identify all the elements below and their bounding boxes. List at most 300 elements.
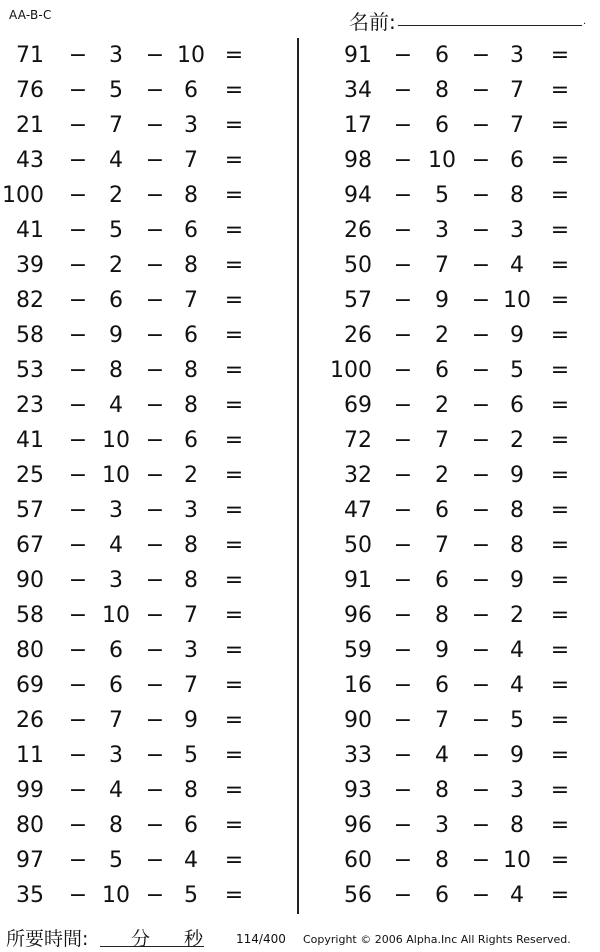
minus-sign: − — [145, 183, 165, 208]
equals-sign: = — [550, 533, 570, 558]
name-input-line[interactable] — [398, 25, 582, 26]
minus-sign: − — [393, 638, 413, 663]
time-required-label: 所要時間: — [6, 928, 89, 950]
minus-sign: − — [145, 323, 165, 348]
subtrahend-1: 5 — [109, 848, 123, 873]
minuend: 33 — [344, 743, 372, 768]
minus-sign: − — [471, 393, 491, 418]
minuend: 69 — [16, 673, 44, 698]
minuend: 97 — [16, 848, 44, 873]
subtrahend-2: 2 — [510, 603, 524, 628]
subtrahend-1: 3 — [109, 498, 123, 523]
minus-sign: − — [145, 148, 165, 173]
subtrahend-2: 9 — [510, 323, 524, 348]
equals-sign: = — [224, 848, 244, 873]
minus-sign: − — [68, 778, 88, 803]
problem-row — [0, 493, 600, 528]
problem-row — [0, 283, 600, 318]
subtrahend-2: 2 — [510, 428, 524, 453]
worksheet-code: AA-B-C — [9, 8, 52, 22]
subtrahend-2: 3 — [510, 218, 524, 243]
page-number: 114/400 — [236, 932, 286, 946]
equals-sign: = — [224, 183, 244, 208]
problem-row — [0, 458, 600, 493]
minus-sign: − — [145, 498, 165, 523]
minuend: 58 — [16, 603, 44, 628]
subtrahend-1: 8 — [435, 778, 449, 803]
minus-sign: − — [393, 673, 413, 698]
subtrahend-2: 7 — [184, 148, 198, 173]
problem-row — [0, 843, 600, 878]
subtrahend-1: 5 — [109, 78, 123, 103]
minus-sign: − — [393, 183, 413, 208]
minus-sign: − — [471, 813, 491, 838]
subtrahend-2: 3 — [510, 778, 524, 803]
subtrahend-2: 8 — [184, 393, 198, 418]
equals-sign: = — [224, 533, 244, 558]
minus-sign: − — [145, 638, 165, 663]
equals-sign: = — [224, 603, 244, 628]
minuend: 71 — [16, 43, 44, 68]
equals-sign: = — [224, 743, 244, 768]
minuend: 26 — [344, 218, 372, 243]
equals-sign: = — [224, 288, 244, 313]
minus-sign: − — [68, 673, 88, 698]
minus-sign: − — [68, 358, 88, 383]
minus-sign: − — [145, 673, 165, 698]
minus-sign: − — [471, 148, 491, 173]
problem-row — [0, 143, 600, 178]
equals-sign: = — [224, 778, 244, 803]
subtrahend-2: 5 — [510, 708, 524, 733]
minuend: 32 — [344, 463, 372, 488]
subtrahend-1: 6 — [109, 288, 123, 313]
minuend: 93 — [344, 778, 372, 803]
minus-sign: − — [68, 848, 88, 873]
subtrahend-2: 4 — [510, 673, 524, 698]
subtrahend-2: 6 — [510, 148, 524, 173]
equals-sign: = — [550, 253, 570, 278]
minus-sign: − — [68, 463, 88, 488]
equals-sign: = — [550, 848, 570, 873]
minus-sign: − — [393, 323, 413, 348]
minus-sign: − — [393, 533, 413, 558]
subtrahend-1: 3 — [435, 813, 449, 838]
subtrahend-2: 7 — [184, 603, 198, 628]
minuend: 57 — [344, 288, 372, 313]
minus-sign: − — [393, 603, 413, 628]
subtrahend-1: 3 — [109, 743, 123, 768]
equals-sign: = — [224, 568, 244, 593]
subtrahend-2: 8 — [510, 498, 524, 523]
minus-sign: − — [145, 358, 165, 383]
subtrahend-1: 6 — [435, 498, 449, 523]
minus-sign: − — [471, 323, 491, 348]
minuend: 41 — [16, 428, 44, 453]
subtrahend-1: 7 — [435, 428, 449, 453]
minuend: 99 — [16, 778, 44, 803]
equals-sign: = — [550, 288, 570, 313]
minus-sign: − — [393, 428, 413, 453]
minus-sign: − — [393, 148, 413, 173]
minuend: 26 — [16, 708, 44, 733]
minus-sign: − — [471, 113, 491, 138]
minuend: 43 — [16, 148, 44, 173]
minus-sign: − — [145, 813, 165, 838]
minuend: 67 — [16, 533, 44, 558]
minuend: 60 — [344, 848, 372, 873]
problem-row — [0, 73, 600, 108]
minuend: 16 — [344, 673, 372, 698]
minus-sign: − — [393, 813, 413, 838]
minus-sign: − — [393, 568, 413, 593]
minuend: 59 — [344, 638, 372, 663]
equals-sign: = — [224, 78, 244, 103]
subtrahend-2: 4 — [510, 883, 524, 908]
equals-sign: = — [224, 43, 244, 68]
subtrahend-1: 6 — [435, 883, 449, 908]
minus-sign: − — [68, 568, 88, 593]
equals-sign: = — [224, 428, 244, 453]
subtrahend-1: 3 — [109, 568, 123, 593]
subtrahend-1: 6 — [435, 358, 449, 383]
subtrahend-2: 10 — [503, 848, 531, 873]
subtrahend-1: 2 — [435, 393, 449, 418]
minus-sign: − — [68, 813, 88, 838]
minus-sign: − — [393, 288, 413, 313]
equals-sign: = — [550, 428, 570, 453]
minus-sign: − — [145, 533, 165, 558]
subtrahend-2: 6 — [184, 218, 198, 243]
equals-sign: = — [224, 638, 244, 663]
minus-sign: − — [393, 253, 413, 278]
equals-sign: = — [224, 253, 244, 278]
subtrahend-1: 7 — [435, 253, 449, 278]
minuend: 100 — [2, 183, 44, 208]
subtrahend-1: 10 — [428, 148, 456, 173]
minus-sign: − — [68, 393, 88, 418]
problem-row — [0, 388, 600, 423]
problem-row — [0, 563, 600, 598]
subtrahend-1: 10 — [102, 883, 130, 908]
minuend: 91 — [344, 43, 372, 68]
equals-sign: = — [224, 393, 244, 418]
subtrahend-1: 8 — [435, 78, 449, 103]
subtrahend-1: 10 — [102, 463, 130, 488]
subtrahend-2: 8 — [510, 533, 524, 558]
minus-sign: − — [393, 743, 413, 768]
minuend: 21 — [16, 113, 44, 138]
minuend: 72 — [344, 428, 372, 453]
minus-sign: − — [393, 778, 413, 803]
minuend: 82 — [16, 288, 44, 313]
equals-sign: = — [550, 778, 570, 803]
equals-sign: = — [550, 568, 570, 593]
subtrahend-2: 6 — [184, 78, 198, 103]
problem-row — [0, 178, 600, 213]
subtrahend-1: 4 — [109, 778, 123, 803]
subtrahend-2: 6 — [184, 428, 198, 453]
name-label: 名前: — [349, 10, 396, 34]
minus-sign: − — [68, 43, 88, 68]
minus-sign: − — [393, 498, 413, 523]
minus-sign: − — [393, 358, 413, 383]
subtrahend-2: 4 — [510, 253, 524, 278]
minus-sign: − — [393, 218, 413, 243]
minus-sign: − — [471, 848, 491, 873]
subtrahend-2: 8 — [510, 813, 524, 838]
subtrahend-1: 9 — [109, 323, 123, 348]
problem-row — [0, 773, 600, 808]
subtrahend-1: 10 — [102, 428, 130, 453]
subtrahend-2: 8 — [184, 358, 198, 383]
subtrahend-2: 6 — [510, 393, 524, 418]
equals-sign: = — [224, 463, 244, 488]
subtrahend-1: 4 — [435, 743, 449, 768]
subtrahend-1: 8 — [435, 603, 449, 628]
minus-sign: − — [393, 43, 413, 68]
minuend: 50 — [344, 253, 372, 278]
subtrahend-2: 2 — [184, 463, 198, 488]
problem-row — [0, 633, 600, 668]
minus-sign: − — [471, 428, 491, 453]
problem-row — [0, 528, 600, 563]
subtrahend-1: 4 — [109, 533, 123, 558]
minus-sign: − — [393, 883, 413, 908]
name-line-dot: . — [583, 16, 587, 27]
minus-sign: − — [471, 743, 491, 768]
problem-row — [0, 738, 600, 773]
minus-sign: − — [393, 708, 413, 733]
subtrahend-2: 9 — [184, 708, 198, 733]
copyright-notice: Copyright © 2006 Alpha.Inc All Rights Reserved. — [303, 933, 571, 946]
minuend: 39 — [16, 253, 44, 278]
subtrahend-2: 5 — [184, 883, 198, 908]
minus-sign: − — [471, 183, 491, 208]
minus-sign: − — [471, 498, 491, 523]
subtrahend-2: 7 — [184, 288, 198, 313]
minuend: 90 — [16, 568, 44, 593]
subtrahend-1: 4 — [109, 148, 123, 173]
equals-sign: = — [224, 323, 244, 348]
minus-sign: − — [145, 778, 165, 803]
minus-sign: − — [68, 253, 88, 278]
problem-row — [0, 318, 600, 353]
minus-sign: − — [68, 288, 88, 313]
subtrahend-1: 9 — [435, 638, 449, 663]
equals-sign: = — [224, 113, 244, 138]
equals-sign: = — [550, 148, 570, 173]
subtrahend-1: 8 — [109, 358, 123, 383]
subtrahend-2: 5 — [510, 358, 524, 383]
equals-sign: = — [550, 463, 570, 488]
subtrahend-2: 8 — [184, 183, 198, 208]
subtrahend-1: 9 — [435, 288, 449, 313]
equals-sign: = — [224, 813, 244, 838]
equals-sign: = — [224, 673, 244, 698]
minuend: 76 — [16, 78, 44, 103]
minus-sign: − — [471, 253, 491, 278]
minus-sign: − — [393, 78, 413, 103]
equals-sign: = — [550, 183, 570, 208]
subtrahend-2: 3 — [184, 638, 198, 663]
problem-row — [0, 213, 600, 248]
minuend: 11 — [16, 743, 44, 768]
minus-sign: − — [68, 218, 88, 243]
equals-sign: = — [224, 498, 244, 523]
subtrahend-1: 10 — [102, 603, 130, 628]
problem-row — [0, 353, 600, 388]
minus-sign: − — [145, 288, 165, 313]
minuend: 47 — [344, 498, 372, 523]
equals-sign: = — [550, 358, 570, 383]
equals-sign: = — [550, 673, 570, 698]
minus-sign: − — [471, 603, 491, 628]
equals-sign: = — [550, 78, 570, 103]
equals-sign: = — [550, 498, 570, 523]
equals-sign: = — [550, 708, 570, 733]
subtrahend-2: 5 — [184, 743, 198, 768]
subtrahend-2: 9 — [510, 743, 524, 768]
problem-row — [0, 808, 600, 843]
equals-sign: = — [224, 708, 244, 733]
minus-sign: − — [145, 568, 165, 593]
subtrahend-2: 3 — [184, 113, 198, 138]
minus-sign: − — [68, 113, 88, 138]
minus-sign: − — [471, 708, 491, 733]
minus-sign: − — [68, 743, 88, 768]
subtrahend-1: 2 — [109, 253, 123, 278]
subtrahend-2: 9 — [510, 463, 524, 488]
minus-sign: − — [145, 218, 165, 243]
subtrahend-2: 10 — [503, 288, 531, 313]
minuend: 98 — [344, 148, 372, 173]
subtrahend-2: 6 — [184, 813, 198, 838]
minuend: 100 — [330, 358, 372, 383]
subtrahend-1: 6 — [435, 673, 449, 698]
equals-sign: = — [550, 883, 570, 908]
equals-sign: = — [550, 813, 570, 838]
minus-sign: − — [145, 463, 165, 488]
subtrahend-2: 8 — [184, 253, 198, 278]
subtrahend-2: 8 — [184, 568, 198, 593]
minuend: 56 — [344, 883, 372, 908]
subtrahend-1: 4 — [109, 393, 123, 418]
subtrahend-1: 5 — [435, 183, 449, 208]
minuend: 23 — [16, 393, 44, 418]
minus-sign: − — [145, 848, 165, 873]
subtrahend-1: 6 — [435, 568, 449, 593]
minus-sign: − — [145, 393, 165, 418]
subtrahend-2: 4 — [510, 638, 524, 663]
minuend: 91 — [344, 568, 372, 593]
minutes-label: 分 — [131, 928, 151, 950]
equals-sign: = — [550, 113, 570, 138]
subtrahend-1: 6 — [435, 113, 449, 138]
equals-sign: = — [550, 393, 570, 418]
minus-sign: − — [393, 463, 413, 488]
minuend: 53 — [16, 358, 44, 383]
seconds-label: 秒 — [184, 928, 204, 950]
minus-sign: − — [68, 78, 88, 103]
subtrahend-1: 6 — [435, 43, 449, 68]
minus-sign: − — [145, 113, 165, 138]
minus-sign: − — [68, 638, 88, 663]
subtrahend-2: 3 — [184, 498, 198, 523]
minuend: 17 — [344, 113, 372, 138]
minus-sign: − — [471, 673, 491, 698]
minus-sign: − — [68, 498, 88, 523]
minus-sign: − — [68, 428, 88, 453]
minus-sign: − — [393, 848, 413, 873]
subtrahend-1: 7 — [435, 708, 449, 733]
problem-row — [0, 423, 600, 458]
minus-sign: − — [68, 708, 88, 733]
minus-sign: − — [68, 183, 88, 208]
subtrahend-2: 4 — [184, 848, 198, 873]
subtrahend-2: 3 — [510, 43, 524, 68]
subtrahend-2: 7 — [510, 78, 524, 103]
minus-sign: − — [145, 78, 165, 103]
minuend: 34 — [344, 78, 372, 103]
minus-sign: − — [68, 883, 88, 908]
subtrahend-2: 9 — [510, 568, 524, 593]
minuend: 50 — [344, 533, 372, 558]
minuend: 35 — [16, 883, 44, 908]
equals-sign: = — [550, 323, 570, 348]
subtrahend-1: 5 — [109, 218, 123, 243]
equals-sign: = — [224, 883, 244, 908]
subtrahend-2: 8 — [184, 533, 198, 558]
minus-sign: − — [68, 533, 88, 558]
problem-row — [0, 668, 600, 703]
minuend: 80 — [16, 638, 44, 663]
minus-sign: − — [471, 78, 491, 103]
subtrahend-1: 8 — [435, 848, 449, 873]
minus-sign: − — [145, 603, 165, 628]
minus-sign: − — [145, 428, 165, 453]
equals-sign: = — [550, 743, 570, 768]
problem-row — [0, 878, 600, 913]
minus-sign: − — [68, 603, 88, 628]
subtrahend-1: 7 — [109, 708, 123, 733]
subtrahend-2: 8 — [510, 183, 524, 208]
problem-row — [0, 108, 600, 143]
minus-sign: − — [471, 533, 491, 558]
minus-sign: − — [393, 113, 413, 138]
equals-sign: = — [550, 603, 570, 628]
minuend: 96 — [344, 813, 372, 838]
minuend: 80 — [16, 813, 44, 838]
minus-sign: − — [68, 323, 88, 348]
minus-sign: − — [471, 358, 491, 383]
minus-sign: − — [471, 218, 491, 243]
minus-sign: − — [471, 638, 491, 663]
subtrahend-2: 6 — [184, 323, 198, 348]
minuend: 25 — [16, 463, 44, 488]
minuend: 41 — [16, 218, 44, 243]
minus-sign: − — [471, 463, 491, 488]
problem-row — [0, 598, 600, 633]
minus-sign: − — [145, 253, 165, 278]
subtrahend-1: 3 — [109, 43, 123, 68]
minuend: 69 — [344, 393, 372, 418]
minuend: 90 — [344, 708, 372, 733]
problem-row — [0, 703, 600, 738]
subtrahend-1: 6 — [109, 673, 123, 698]
problem-row — [0, 38, 600, 73]
equals-sign: = — [224, 148, 244, 173]
